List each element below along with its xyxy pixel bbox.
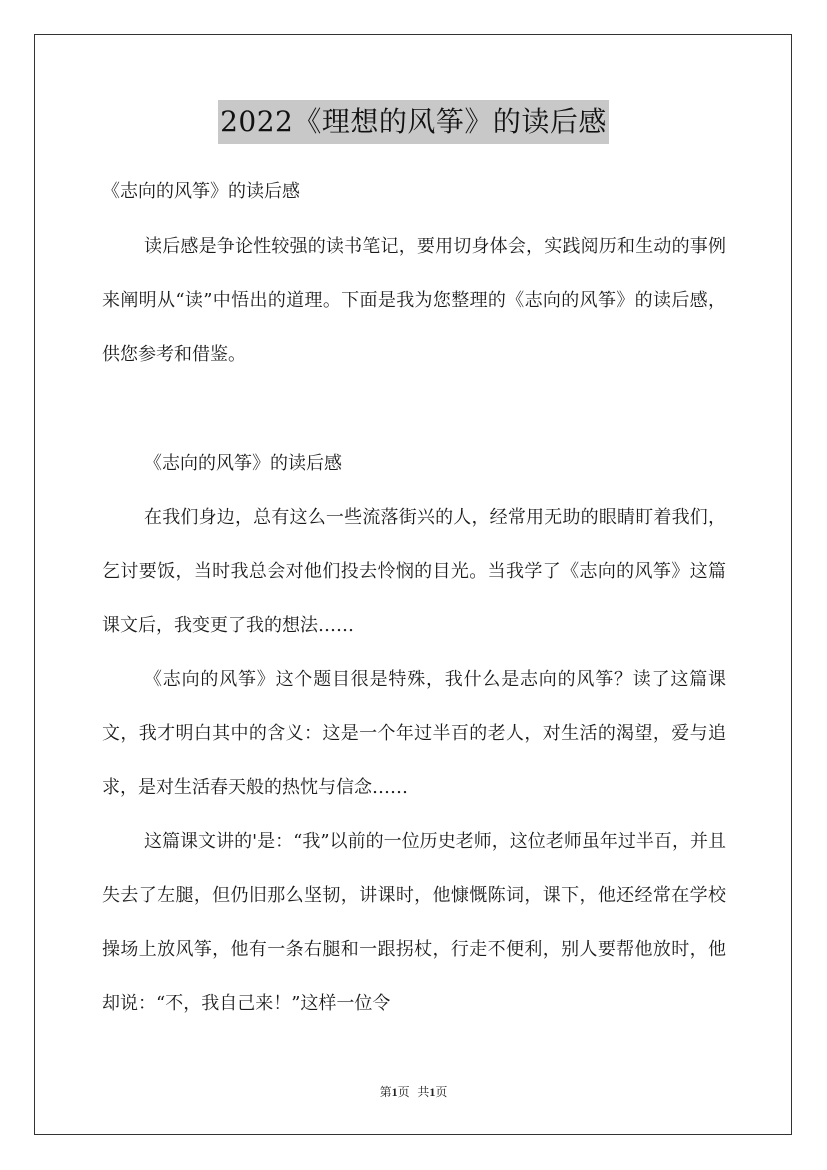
footer-page-number: 1: [391, 1085, 398, 1099]
body-paragraph-3: 这篇课文讲的'是：“我”以前的一位历史老师，这位老师虽年过半百，并且失去了左腿，但仍旧那么坚韧，讲课时，他慷慨陈词，课下，他还经常在学校操场上放风筝，他有一条右腿和一跟拐杖，行走不便利，别人要帮他放时，他却说：“不，我自己来！”这样一位令: [102, 831, 726, 1014]
title-container: [0, 100, 827, 144]
footer-total-prefix: 共: [417, 1085, 430, 1099]
section-heading: 《志向的风筝》的读后感: [144, 453, 342, 474]
body-paragraph-1: 在我们身边，总有这么一些流落街兴的人，经常用无助的眼睛盯着我们，乞讨要饭，当时我总会对他们投去怜悯的目光。当我学了《志向的风筝》这篇课文后，我变更了我的想法……: [102, 507, 726, 636]
footer-page-suffix: 页: [397, 1085, 410, 1099]
footer-total-number: 1: [429, 1085, 436, 1099]
page-footer: [0, 1083, 827, 1100]
footer-total-suffix: 页: [435, 1085, 448, 1099]
subtitle: 《志向的风筝》的读后感: [102, 181, 300, 202]
footer-page-prefix: 第: [379, 1085, 392, 1099]
intro-paragraph: 读后感是争论性较强的读书笔记，要用切身体会，实践阅历和生动的事例来阐明从“读”中悟出的道理。下面是我为您整理的《志向的风筝》的读后感，供您参考和借鉴。: [102, 236, 726, 365]
body-paragraph-2: 《志向的风筝》这个题目很是特殊，我什么是志向的风筝？读了这篇课文，我才明白其中的含义：这是一个年过半百的老人，对生活的渴望，爱与追求，是对生活春天般的热忱与信念……: [102, 669, 726, 798]
document-title: 2022《理想的风筝》的读后感: [218, 100, 609, 144]
